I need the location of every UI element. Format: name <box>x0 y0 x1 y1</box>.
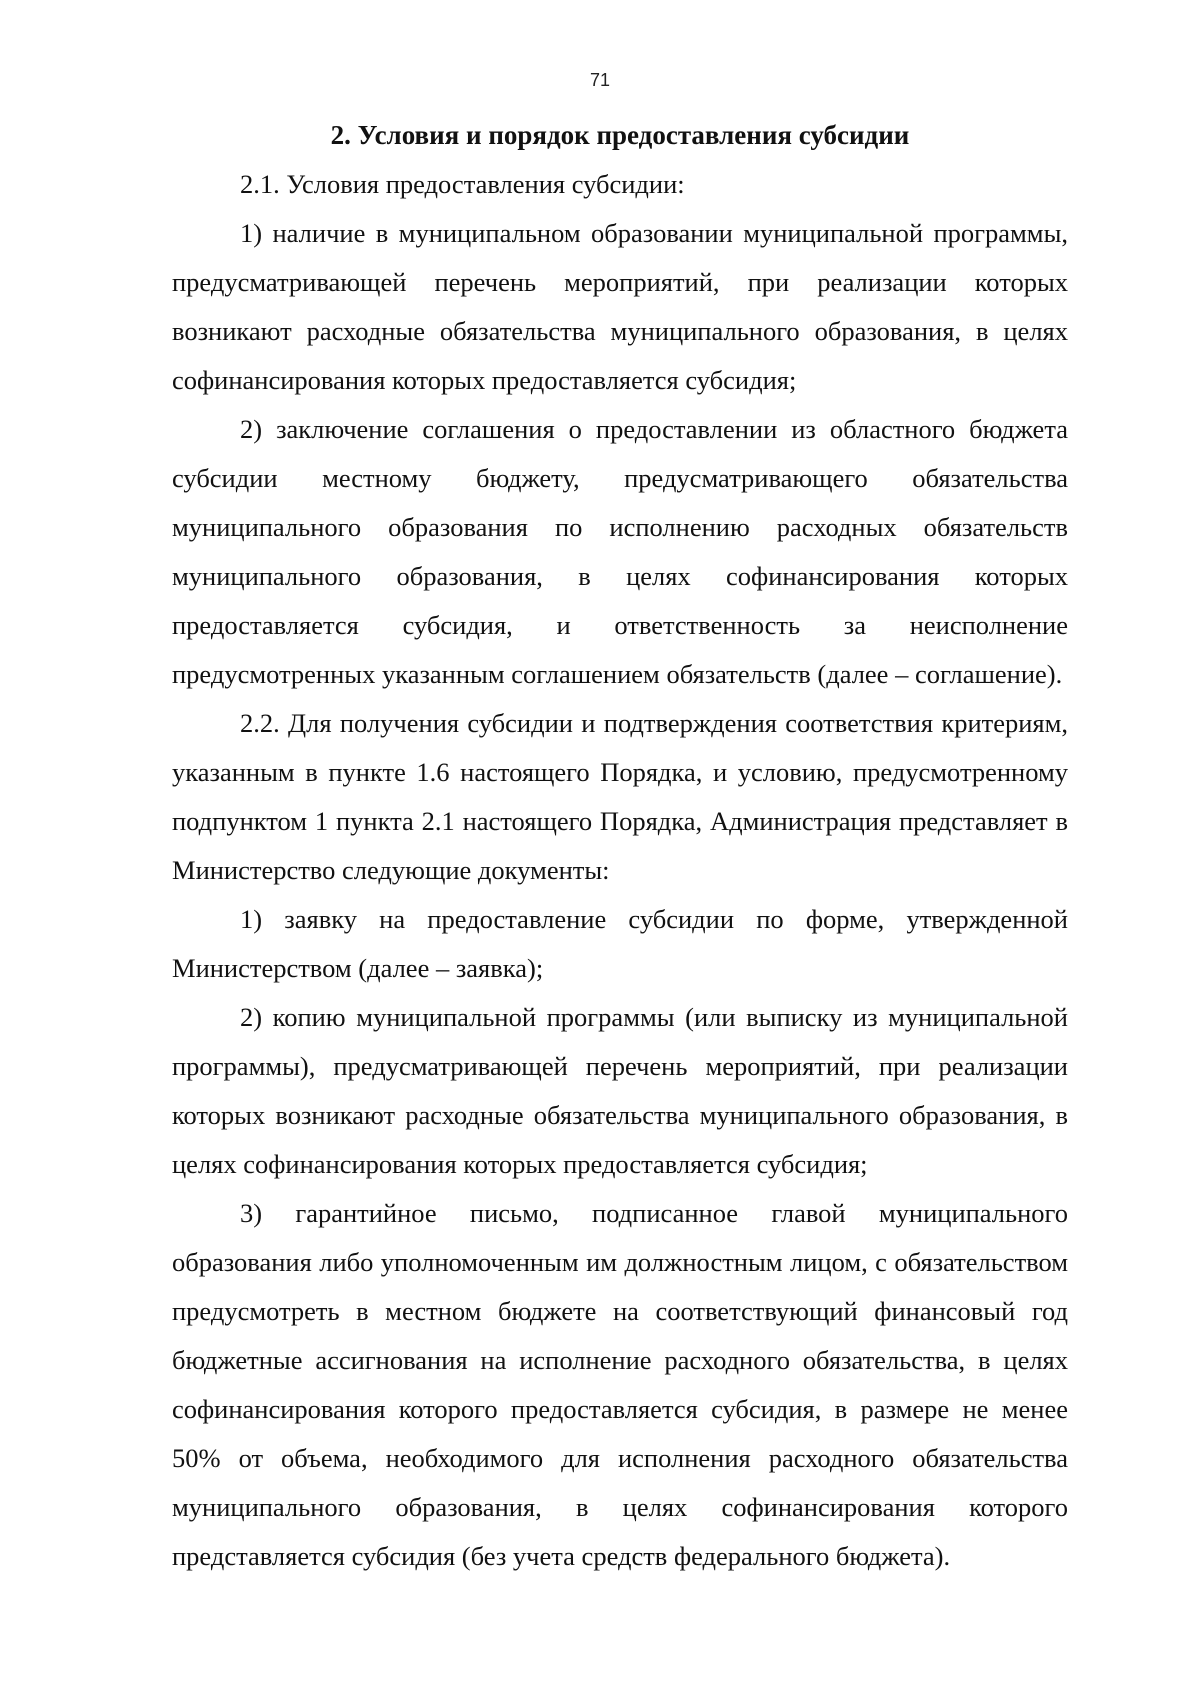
document-body <box>172 160 1068 1581</box>
paragraph-2-1: 2.1. Условия предоставления субсидии: <box>240 169 685 199</box>
page-number: 71 <box>589 70 611 90</box>
paragraph-2-2-item-3: 3) гарантийное письмо, подписанное главой муниципального образования либо уполномоченным им должностным лицом, с обязательством предусмотреть в местном бюджете на соответствующий финансовый год бюджетные ассигнования на исполнение расходного обязательства, в целях софинансирования которого предоставляется субсидия, в размере не менее 50% от объема, необходимого для исполнения расходного обязательства муниципального образования, в целях софинансирования которого представляется субсидия (без учета средств федерального бюджета). <box>172 1198 1068 1571</box>
paragraph-2-1-item-1: 1) наличие в муниципальном образовании муниципальной программы, предусматривающей перечень мероприятий, при реализации которых возникают расходные обязательства муниципального образования, в целях софинансирования которых предоставляется субсидия; <box>172 218 1068 395</box>
paragraph-2-2-item-1: 1) заявку на предоставление субсидии по форме, утвержденной Министерством (далее – заявка); <box>172 904 1068 983</box>
paragraph-2-2: 2.2. Для получения субсидии и подтверждения соответствия критериям, указанным в пункте 1.6 настоящего Порядка, и условию, предусмотренному подпунктом 1 пункта 2.1 настоящего Порядка, Администрация представляет в Министерство следующие документы: <box>172 708 1068 885</box>
section-title: 2. Условия и порядок предоставления субсидии <box>330 120 910 150</box>
paragraph-2-2-item-2: 2) копию муниципальной программы (или выписку из муниципальной программы), предусматривающей перечень мероприятий, при реализации которых возникают расходные обязательства муниципального образования, в целях софинансирования которых предоставляется субсидия; <box>172 1002 1068 1179</box>
paragraph-2-1-item-2: 2) заключение соглашения о предоставлении из областного бюджета субсидии местному бюджету, предусматривающего обязательства муниципального образования по исполнению расходных обязательств муниципального образования, в целях софинансирования которых предоставляется субсидия, и ответственность за неисполнение предусмотренных указанным соглашением обязательств (далее – соглашение). <box>172 414 1068 689</box>
